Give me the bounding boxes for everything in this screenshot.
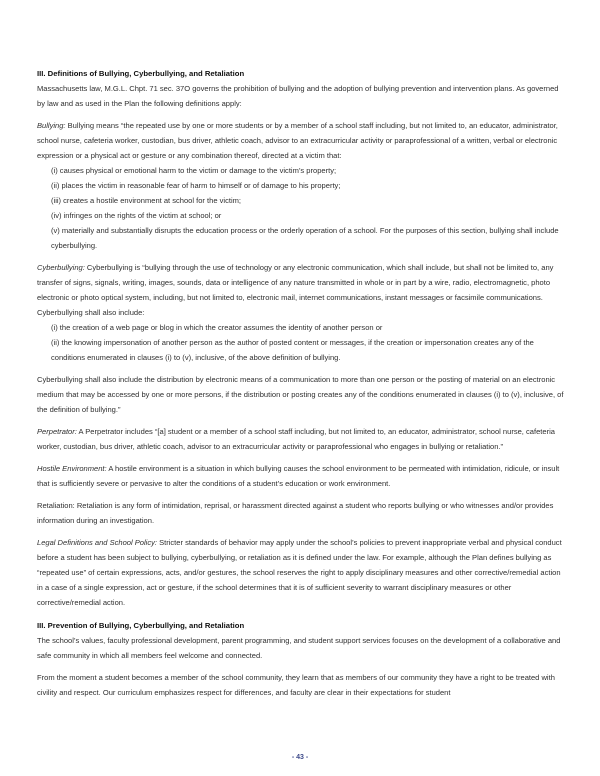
section-heading-prevention: III. Prevention of Bullying, Cyberbullying, and Retaliation (37, 621, 245, 630)
page-number: - 43 - (291, 754, 309, 761)
prevention-paragraph-1: The school’s values, faculty professional development, parent programming, and student support services focuses on the development of a collaborative and safe community in which all members feel welcome and connected. (37, 636, 561, 660)
prevention-paragraph-2: From the moment a student becomes a member of the school community, they learn that as members of our community they have a right to be treated with civility and respect. Our curriculum emphasizes respect for differences, and faculty are clear in their expectations for student (37, 673, 555, 697)
retaliation-definition: Retaliation: Retaliation is any form of intimidation, reprisal, or harassment directed against a student who reports bullying or who witnesses and/or provides information during an investigation. (37, 501, 554, 525)
legal-definitions-policy (37, 535, 565, 610)
bullying-definition (37, 118, 565, 253)
section-heading-definitions: III. Definitions of Bullying, Cyberbullying, and Retaliation (37, 69, 245, 78)
bullying-item: (v) materially and substantially disrupts the education process or the orderly operation of a school. For the purposes of this section, bullying shall include cyberbullying. (51, 226, 559, 250)
perpetrator-definition (37, 424, 565, 454)
hostile-environment-term: Hostile Environment: (37, 464, 107, 473)
legal-definitions-term: Legal Definitions and School Policy: (37, 538, 157, 547)
bullying-term: Bullying: (37, 121, 66, 130)
legal-definitions-text: Stricter standards of behavior may apply under the school’s policies to prevent inappropriate verbal and physical conduct before a student has been subject to bullying, cyberbullying, or retaliation as it is defined under the law. For example, although the Plan defines bullying as “repeated use” of certain expressions, acts, and/or gestures, the school reserves the right to apply disciplinary measures and other corrective/remedial action in a case of a single expression, act or gesture, if the school determines that it is of sufficient severity to warrant disciplinary measures or other corrective/remedial action. (37, 538, 562, 607)
document-page (37, 66, 565, 707)
bullying-text: Bullying means “the repeated use by one or more students or by a member of a school staff including, but not limited to, an educator, administrator, school nurse, cafeteria worker, custodian, bus driver, athletic coach, advisor to an extracurricular activity or paraprofessional of a written, verbal or electronic expression or a physical act or gesture or any combination thereof, directed at a victim that: (37, 121, 558, 160)
bullying-item: (i) causes physical or emotional harm to the victim or damage to the victim’s property; (51, 166, 337, 175)
intro-paragraph: Massachusetts law, M.G.L. Chpt. 71 sec. 37O governs the prohibition of bullying and the adoption of bullying prevention and intervention plans. As governed by law and as used in the Plan the following definitions apply: (37, 84, 559, 108)
bullying-list (37, 163, 565, 253)
bullying-item: (iii) creates a hostile environment at school for the victim; (51, 196, 242, 205)
bullying-item: (ii) places the victim in reasonable fear of harm to himself or of damage to his property; (51, 181, 341, 190)
cyberbullying-distribution: Cyberbullying shall also include the distribution by electronic means of a communication to more than one person or the posting of material on an electronic medium that may be accessed by one or more persons, if the distribution or posting creates any of the conditions enumerated in clauses (i) to (v), inclusive, of the definition of bullying.” (37, 375, 564, 414)
hostile-environment-text: A hostile environment is a situation in which bullying causes the school environment to be permeated with intimidation, ridicule, or insult that is sufficiently severe or pervasive to alter the conditions of a student’s education or work environment. (37, 464, 560, 488)
bullying-item: (iv) infringes on the rights of the victim at school; or (51, 211, 222, 220)
perpetrator-term: Perpetrator: (37, 427, 77, 436)
cyberbullying-term: Cyberbullying: (37, 263, 85, 272)
perpetrator-text: A Perpetrator includes “[a] student or a member of a school staff including, but not limited to, an educator, administrator, school nurse, cafeteria worker, custodian, bus driver, athletic coach, advisor to an extracurricular activity or paraprofessional who engages in bullying or retaliation.” (37, 427, 555, 451)
cyberbullying-text: Cyberbullying is “bullying through the use of technology or any electronic communication, which shall include, but shall not be limited to, any transfer of signs, signals, writing, images, sounds, data or intelligence of any nature transmitted in whole or in part by a wire, radio, electromagnetic, photo electronic or photo optical system, including, but not limited to, electronic mail, internet communications, instant messages or facsimile communications. Cyberbullying shall also include: (37, 263, 554, 317)
cyberbullying-definition (37, 260, 565, 417)
hostile-environment-definition (37, 461, 565, 491)
cyberbullying-item: (ii) the knowing impersonation of another person as the author of posted content or messages, if the creation or impersonation creates any of the conditions enumerated in clauses (i) to (v), inclusive, of the above definition of bullying. (51, 338, 534, 362)
cyberbullying-list (37, 320, 565, 365)
cyberbullying-item: (i) the creation of a web page or blog in which the creator assumes the identity of another person or (51, 323, 383, 332)
